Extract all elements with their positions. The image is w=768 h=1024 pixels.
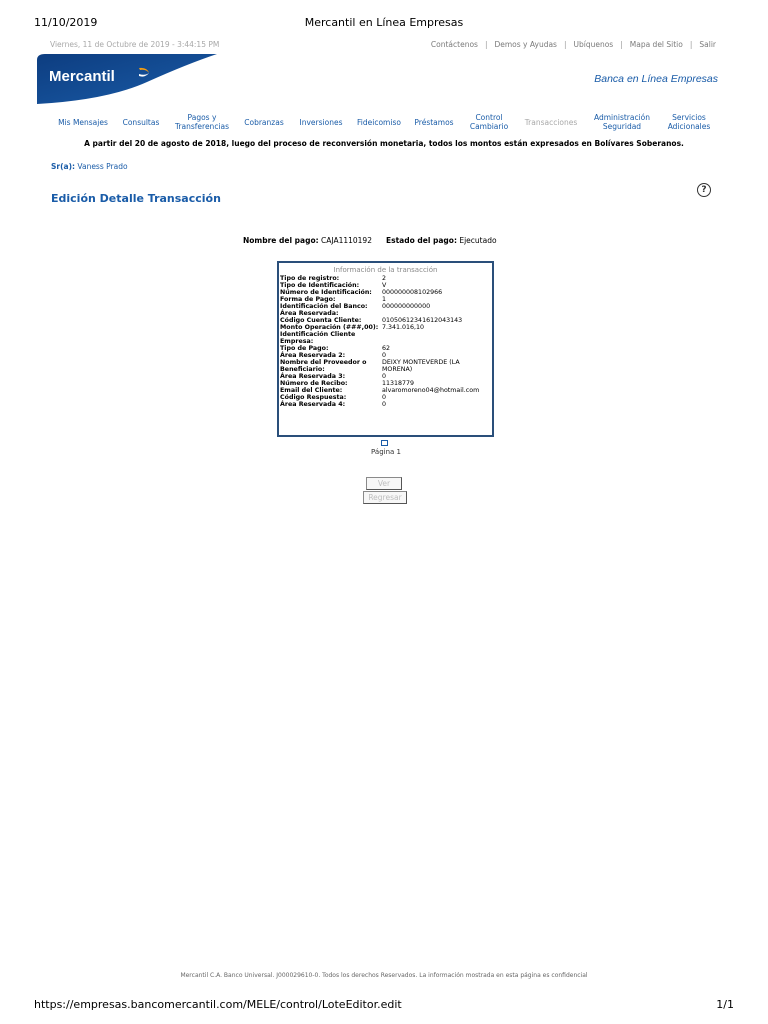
copyright-footer: Mercantil C.A. Banco Universal. J000029610-0. Todos los derechos Reservados. La información mostrada en esta página es confidencial <box>180 972 588 979</box>
help-icon[interactable]: ? <box>697 183 711 197</box>
transaction-field-value: 000000008102966 <box>382 289 443 296</box>
separator: | <box>484 40 488 49</box>
transaction-row <box>279 352 492 359</box>
transaction-field-label: Área Reservada: <box>280 310 339 317</box>
regresar-button[interactable]: Regresar <box>363 491 407 504</box>
transaction-row <box>279 303 492 310</box>
transaction-field-label: Área Reservada 2: <box>280 352 346 359</box>
page-title: Edición Detalle Transacción <box>51 192 221 205</box>
ver-button[interactable]: Ver <box>366 477 402 490</box>
transaction-field-value: 0 <box>382 352 387 359</box>
transaction-field-label: Monto Operación (###,00): <box>280 324 379 331</box>
transaction-field-label: Forma de Pago: <box>280 296 336 303</box>
transaction-field-label: Código Cuenta Cliente: <box>280 317 362 324</box>
link-salir[interactable]: Salir <box>699 40 716 49</box>
transaction-field-label: Código Respuesta: <box>280 394 347 401</box>
print-url: https://empresas.bancomercantil.com/MELE/control/LoteEditor.edit <box>34 998 402 1011</box>
nav-fideicomiso[interactable]: Fideicomiso <box>357 117 401 127</box>
nav-prestamos[interactable]: Préstamos <box>414 117 454 127</box>
separator: | <box>620 40 623 49</box>
user-label: Sr(a): <box>51 162 76 171</box>
transaction-row <box>279 331 492 345</box>
transaction-row <box>279 296 492 303</box>
payment-name-value: CAJA1110192 <box>321 236 372 245</box>
current-datetime: Viernes, 11 de Octubre de 2019 - 3:44:15 PM <box>50 40 220 49</box>
nav-transacciones[interactable]: Transacciones <box>524 117 578 127</box>
user-name: Vaness Prado <box>77 162 128 171</box>
link-contactenos[interactable]: Contáctenos <box>430 40 478 49</box>
mercantil-logo[interactable] <box>37 54 217 104</box>
transaction-info-box <box>277 261 494 437</box>
top-bar <box>50 38 716 52</box>
transaction-row <box>279 289 492 296</box>
transaction-row <box>279 359 492 373</box>
transaction-field-value: DEIXY MONTEVERDE (LA MORENA) <box>382 359 460 373</box>
transaction-row <box>279 317 492 324</box>
transaction-row <box>279 345 492 352</box>
transaction-field-value: alvaromoreno04@hotmail.com <box>382 387 480 394</box>
payment-status <box>386 236 497 245</box>
payment-name-label: Nombre del pago: <box>243 236 319 245</box>
nav-consultas[interactable]: Consultas <box>122 117 160 127</box>
print-date: 11/10/2019 <box>34 16 98 29</box>
page-indicator: Página 1 <box>371 448 401 456</box>
banca-en-linea-title: Banca en Línea Empresas <box>594 73 718 85</box>
nav-cobranzas[interactable]: Cobranzas <box>244 117 284 127</box>
top-links <box>431 40 716 49</box>
transaction-row <box>279 310 492 317</box>
transaction-field-label: Tipo de registro: <box>280 275 340 282</box>
print-header <box>34 16 734 32</box>
print-page-number: 1/1 <box>716 998 734 1011</box>
logo-swoosh-icon <box>137 65 151 79</box>
transaction-row <box>279 282 492 289</box>
transaction-row <box>279 380 492 387</box>
main-nav <box>50 110 720 134</box>
nav-administracion-seguridad[interactable]: Administración Seguridad <box>593 113 651 131</box>
transaction-field-value: 11318779 <box>382 380 415 387</box>
transaction-field-value: 0 <box>382 394 387 401</box>
transaction-field-value <box>381 310 492 317</box>
link-mapa-sitio[interactable]: Mapa del Sitio <box>629 40 683 49</box>
separator: | <box>563 40 567 49</box>
payment-name <box>243 236 372 245</box>
nav-servicios-adicionales[interactable]: Servicios Adicionales <box>667 113 711 131</box>
payment-status-label: Estado del pago: <box>386 236 457 245</box>
print-title: Mercantil en Línea Empresas <box>304 16 464 29</box>
transaction-row <box>279 373 492 380</box>
user-info <box>51 162 128 171</box>
reconversion-notice: A partir del 20 de agosto de 2018, luego del proceso de reconversión monetaria, todos los montos están expresados en Bolívares Soberanos. <box>84 139 684 148</box>
transaction-field-value <box>381 331 492 345</box>
transaction-field-value: 7.341.016,10 <box>382 324 425 331</box>
transaction-field-value: V <box>382 282 387 289</box>
transaction-field-value: 62 <box>382 345 391 352</box>
nav-pagos-transferencias[interactable]: Pagos y Transferencias <box>174 113 230 131</box>
transaction-info-header: Información de la transacción <box>333 266 438 274</box>
transaction-row <box>279 275 492 282</box>
transaction-row <box>279 401 492 408</box>
separator: | <box>689 40 693 49</box>
select-checkbox[interactable] <box>381 440 388 446</box>
print-footer <box>34 998 734 1014</box>
link-ubiquenos[interactable]: Ubíquenos <box>573 40 614 49</box>
transaction-field-label: Número de Recibo: <box>280 380 348 387</box>
nav-inversiones[interactable]: Inversiones <box>299 117 343 127</box>
transaction-field-value: 000000000000 <box>382 303 431 310</box>
transaction-field-value: 0 <box>382 401 387 408</box>
transaction-field-label: Tipo de Identificación: <box>280 282 360 289</box>
transaction-table <box>279 275 492 408</box>
transaction-field-value: 2 <box>382 275 387 282</box>
transaction-row <box>279 387 492 394</box>
transaction-field-label: Nombre del Proveedor o Beneficiario: <box>280 359 367 373</box>
transaction-field-value: 01050612341612043143 <box>382 317 463 324</box>
nav-mis-mensajes[interactable]: Mis Mensajes <box>58 117 108 127</box>
logo-text: Mercantil <box>49 68 115 85</box>
transaction-field-label: Identificación del Banco: <box>280 303 368 310</box>
transaction-field-label: Área Reservada 3: <box>280 373 346 380</box>
transaction-field-label: Área Reservada 4: <box>280 401 346 408</box>
transaction-field-label: Número de Identificación: <box>280 289 372 296</box>
transaction-field-label: Identificación Cliente Empresa: <box>280 331 356 345</box>
transaction-row <box>279 394 492 401</box>
transaction-row <box>279 324 492 331</box>
transaction-field-value: 0 <box>382 373 387 380</box>
transaction-field-label: Email del Cliente: <box>280 387 343 394</box>
transaction-field-label: Tipo de Pago: <box>280 345 329 352</box>
nav-control-cambiario[interactable]: Control Cambiario <box>469 113 509 131</box>
payment-status-value: Ejecutado <box>459 236 497 245</box>
link-demos-ayudas[interactable]: Demos y Ayudas <box>494 40 557 49</box>
transaction-field-value: 1 <box>382 296 387 303</box>
